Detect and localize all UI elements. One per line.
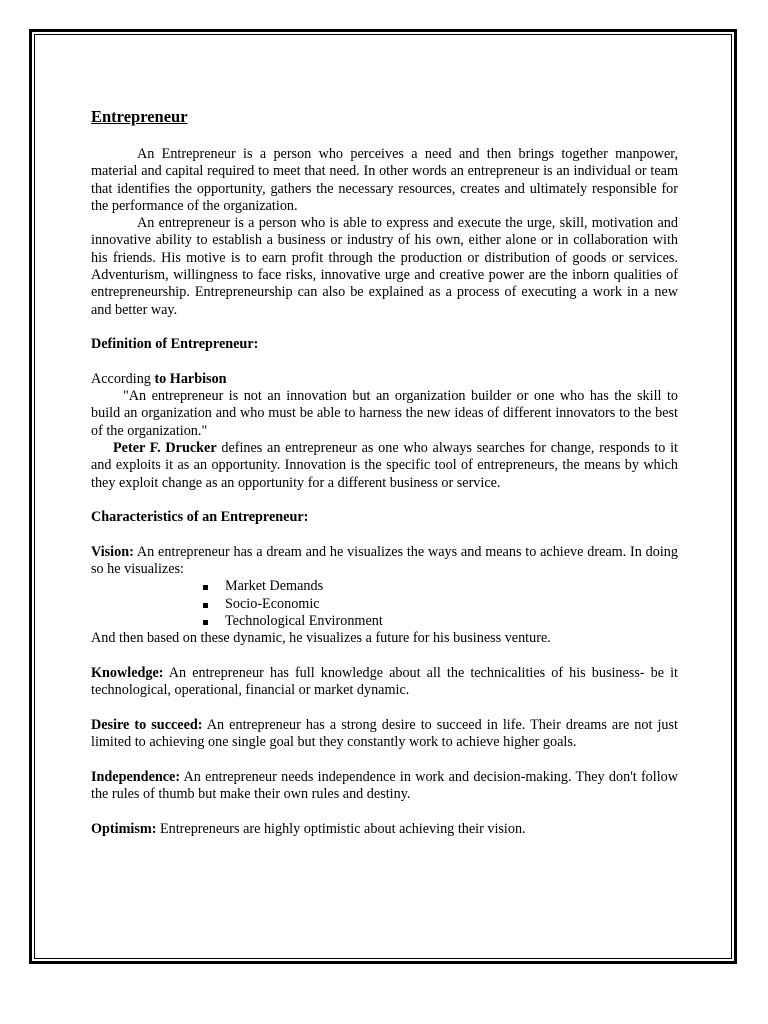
independence-paragraph xyxy=(91,769,678,804)
bullet-square-icon xyxy=(203,620,208,625)
drucker-paragraph xyxy=(91,440,678,492)
vision-bullet-list xyxy=(91,578,678,630)
optimism-label: Optimism: xyxy=(91,820,157,837)
list-item xyxy=(203,613,678,630)
document-body xyxy=(91,107,678,838)
bullet-text: Technological Environment xyxy=(225,613,383,630)
list-item xyxy=(203,578,678,595)
characteristics-heading: Characteristics of an Entrepreneur: xyxy=(91,509,309,526)
vision-label: Vision: xyxy=(91,543,134,560)
intro-paragraph-2: An entrepreneur is a person who is able to express and execute the urge, skill, motivation and innovative ability to establish a business or industry of his own, either alone or in collaboration with his friends. His motive is to earn profit through the production or distribution of goods or services. Adventurism, willingness to face risks, innovative urge and creative power are the inborn qualities of entrepreneurship. Entrepreneurship can also be explained as a process of executing a work in a new and better way. xyxy=(91,215,678,318)
desire-text: An entrepreneur has a strong desire to succeed in life. Their dreams are not just limited to achieving one single goal but they constantly work to achieve higher goals. xyxy=(91,716,678,751)
drucker-text: defines an entrepreneur as one who always searches for change, responds to it and exploits it as an opportunity. Innovation is the specific tool of entrepreneurs, the means by which they exploit change as an opportunity for a different business or service. xyxy=(91,440,678,491)
optimism-paragraph xyxy=(91,821,678,838)
independence-label: Independence: xyxy=(91,768,181,785)
knowledge-text: An entrepreneur has full knowledge about all the technicalities of his business- be it technological, operational, financial or market dynamic. xyxy=(91,664,678,699)
according-line xyxy=(91,371,678,388)
vision-after-text: And then based on these dynamic, he visualizes a future for his business venture. xyxy=(91,630,551,647)
intro-paragraph-1: An Entrepreneur is a person who perceives a need and then brings together manpower, material and capital required to meet that need. In other words an entrepreneur is an individual or team that identifies the opportunity, gathers the necessary resources, creates and ultimately responsible for the performance of the organization. xyxy=(91,146,678,214)
drucker-name: Peter F. Drucker xyxy=(113,440,217,457)
desire-label: Desire to succeed: xyxy=(91,716,203,733)
knowledge-label: Knowledge: xyxy=(91,664,164,681)
definition-heading: Definition of Entrepreneur: xyxy=(91,336,259,353)
harbison-quote: "An entrepreneur is not an innovation but an organization builder or one who has the skill to build an organization and who must be able to harness the new ideas of different innovators to the best of the organization." xyxy=(91,388,678,439)
bullet-square-icon xyxy=(203,603,208,608)
desire-paragraph xyxy=(91,717,678,752)
independence-text: An entrepreneur needs independence in work and decision-making. They don't follow the rules of thumb but make their own rules and destiny. xyxy=(91,768,678,802)
list-item xyxy=(203,596,678,613)
bullet-text: Socio-Economic xyxy=(225,595,320,612)
knowledge-paragraph xyxy=(91,665,678,700)
bullet-square-icon xyxy=(203,585,208,590)
according-name: to Harbison xyxy=(154,370,227,387)
vision-paragraph xyxy=(91,544,678,579)
according-prefix: According xyxy=(91,370,155,387)
bullet-text: Market Demands xyxy=(225,578,324,595)
vision-text: An entrepreneur has a dream and he visualizes the ways and means to achieve dream. In doing so he visualizes: xyxy=(91,543,678,578)
optimism-text: Entrepreneurs are highly optimistic about achieving their vision. xyxy=(156,820,526,837)
page-title: Entrepreneur xyxy=(91,107,188,126)
